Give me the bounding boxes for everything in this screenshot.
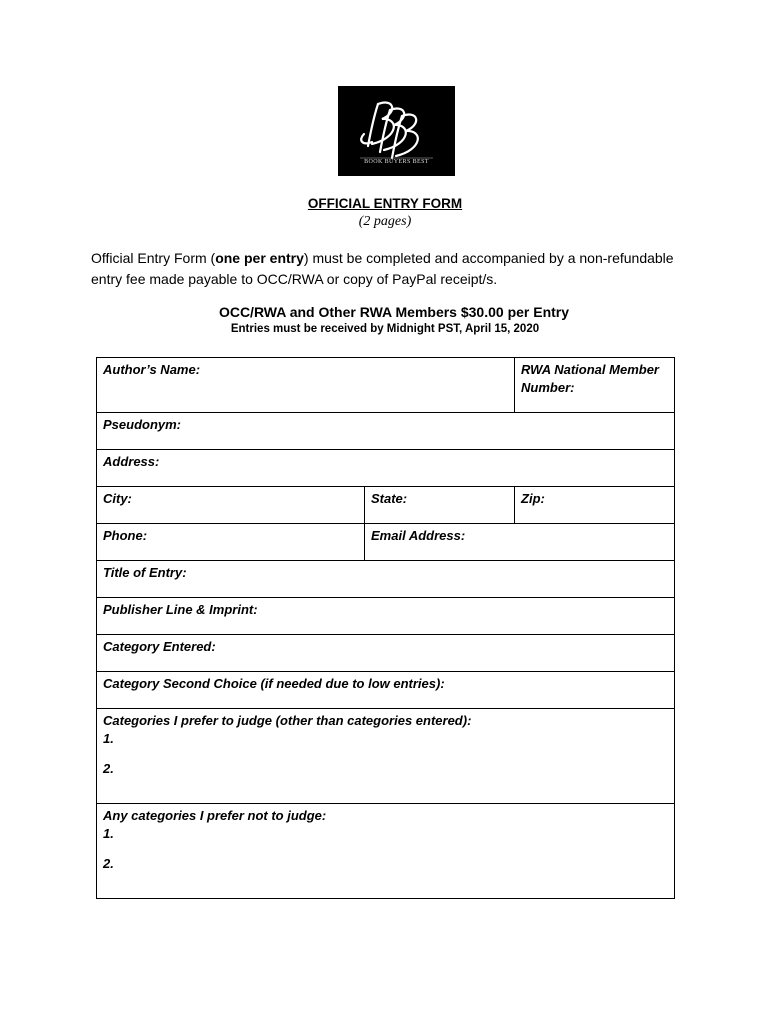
zip-field[interactable] (515, 487, 675, 524)
author-name-label: Author’s Name: (103, 362, 201, 377)
prefer-not-judge-item-2: 2. (103, 856, 114, 871)
book-buyers-best-logo (338, 86, 455, 176)
prefer-judge-item-1: 1. (103, 731, 114, 746)
pseudonym-field[interactable] (97, 413, 675, 450)
title-of-entry-field[interactable] (97, 561, 675, 598)
zip-label: Zip: (521, 491, 545, 506)
form-title: OFFICIAL ENTRY FORM (307, 196, 463, 211)
intro-paragraph (91, 248, 691, 290)
publisher-field[interactable] (97, 598, 675, 635)
category-second-field[interactable] (97, 672, 675, 709)
rwa-number-field[interactable] (515, 358, 675, 413)
rwa-number-label: RWA National Member Number: (521, 362, 659, 395)
category-second-label: Category Second Choice (if needed due to low entries): (103, 676, 445, 691)
deadline-text: Entries must be received by Midnight PST, April 15, 2020 (230, 323, 540, 335)
category-field[interactable] (97, 635, 675, 672)
email-label: Email Address: (371, 528, 466, 543)
intro-text-2: ) must be completed and accompanied by a non-refundable entry fee made payable to OCC/RWA or copy of PayPal receipt/s. (91, 250, 674, 287)
intro-bold: one per entry (215, 250, 304, 266)
email-field[interactable] (365, 524, 675, 561)
entry-form-table (96, 357, 675, 899)
publisher-label: Publisher Line & Imprint: (103, 602, 258, 617)
prefer-not-judge-label: Any categories I prefer not to judge: (103, 808, 327, 823)
author-name-field[interactable] (97, 358, 515, 413)
pseudonym-label: Pseudonym: (103, 417, 182, 432)
address-field[interactable] (97, 450, 675, 487)
prefer-judge-item-2: 2. (103, 761, 114, 776)
prefer-not-judge-field[interactable] (97, 804, 675, 899)
prefer-judge-label: Categories I prefer to judge (other than categories entered): (103, 713, 472, 728)
phone-label: Phone: (103, 528, 148, 543)
title-of-entry-label: Title of Entry: (103, 565, 187, 580)
prefer-judge-field[interactable] (97, 709, 675, 804)
fee-heading: OCC/RWA and Other RWA Members $30.00 per Entry (218, 304, 570, 320)
state-field[interactable] (365, 487, 515, 524)
form-subtitle: (2 pages) (358, 214, 412, 229)
city-label: City: (103, 491, 132, 506)
category-label: Category Entered: (103, 639, 216, 654)
intro-text-1: Official Entry Form ( (91, 250, 216, 266)
prefer-not-judge-item-1: 1. (103, 826, 114, 841)
state-label: State: (371, 491, 408, 506)
address-label: Address: (103, 454, 160, 469)
logo-caption: BOOK BUYERS BEST (364, 159, 429, 165)
phone-field[interactable] (97, 524, 365, 561)
city-field[interactable] (97, 487, 365, 524)
